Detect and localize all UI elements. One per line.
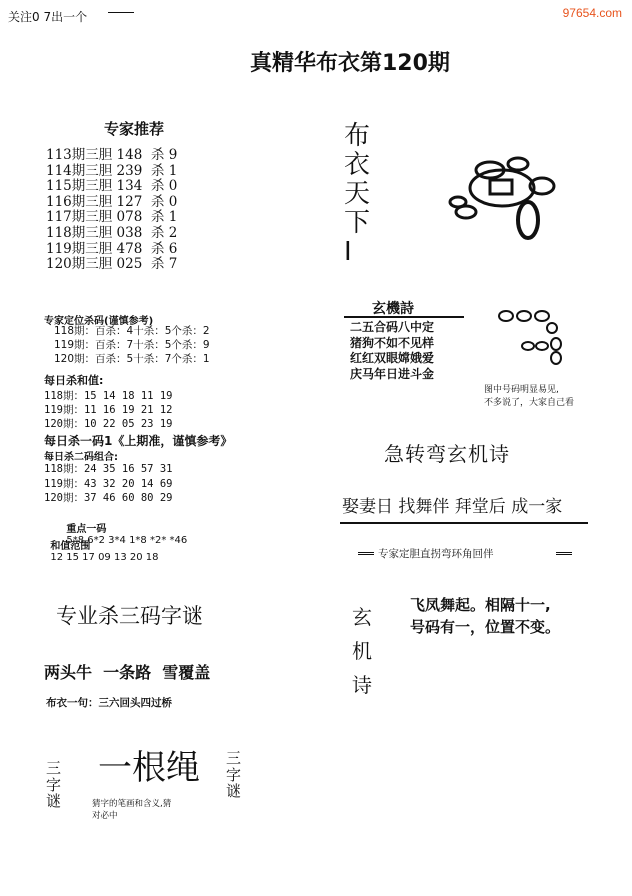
list-item: 118期：15 14 18 11 19 (44, 390, 173, 402)
daily-one-title: 每日杀一码1《上期准，谨慎参考》 (44, 434, 233, 448)
dots-drawing (494, 306, 570, 370)
side-char: 三 (226, 749, 242, 767)
poem-line: 红红双眼嫦娥爱 (350, 351, 435, 365)
daily-sum-title: 每日杀和值: (44, 374, 104, 387)
side-char: 三 (46, 759, 62, 777)
note-line: 图中号码明显易见, (484, 385, 559, 395)
list-item: 120期：百杀：5十杀：7个杀：1 (54, 353, 210, 365)
vertical-char: 布 (344, 121, 371, 151)
list-item: 119期：43 32 20 14 69 (44, 477, 173, 490)
daily-two-list (44, 462, 172, 506)
poem-rule (344, 316, 464, 318)
urgent-phrase: 娶妻日 找舞伴 拜堂后 成一家 (342, 497, 563, 517)
position-kill-list (54, 324, 210, 366)
list-item: 118期：24 35 16 57 31 (44, 463, 173, 475)
top-note: 关注0 7出一个 (8, 10, 88, 24)
side-char: 谜 (46, 792, 62, 810)
banner-left-rule (358, 552, 374, 555)
position-kill-title: 专家定位杀码(谨慎参考) (44, 316, 154, 327)
urgent-title: 急转弯玄机诗 (384, 442, 510, 466)
list-item: 115期三胆 134 杀 0 (46, 178, 178, 195)
list-item: 120期：10 22 05 23 19 (44, 418, 173, 430)
buyi-vertical (344, 122, 374, 267)
expert-banner: 专家定胆直拐弯环角回伴 (378, 548, 494, 560)
list-item: 114期三胆 239 杀 1 (46, 162, 178, 179)
vertical-char: 玄 (352, 605, 372, 629)
poem-line: 庆马年日进斗金 (350, 366, 435, 381)
top-note-underline (108, 12, 134, 13)
list-item: 118期三胆 038 杀 2 (46, 224, 178, 241)
side-char: 字 (46, 775, 62, 794)
vertical-char: 机 (352, 639, 372, 663)
xuanji-poem-note (484, 384, 574, 410)
riddle-side-right (226, 750, 242, 800)
list-item: 113期三胆 148 杀 9 (46, 147, 178, 163)
side-char: 谜 (226, 782, 242, 800)
vertical-char: I (344, 237, 352, 267)
note-line: 不多说了，大家自己看 (484, 398, 575, 408)
site-watermark: 97654.com (562, 6, 622, 20)
xuanji-poem-lines (350, 320, 434, 382)
list-item: 120期三胆 025 杀 7 (46, 256, 178, 273)
xuanji-short-lines (410, 594, 560, 638)
urgent-rule (340, 522, 588, 524)
xuanji-poem-title: 玄機詩 (372, 301, 414, 317)
vertical-char: 衣 (344, 150, 371, 180)
poem-line: 飞凤舞起。相隔十一, (410, 596, 551, 614)
poem-line: 猪狗不如不见样 (350, 335, 435, 350)
list-item: 119期三胆 478 杀 6 (46, 240, 178, 257)
expert-title: 专家推荐 (104, 120, 165, 138)
page-title: 真精华布衣第120期 (250, 51, 450, 76)
xuanji-short-vertical (352, 600, 376, 702)
list-item: 118期：百杀：4十杀：5个杀：2 (54, 325, 210, 337)
note-line: 对必中 (92, 811, 118, 821)
poem-line: 号码有一，位置不变。 (410, 618, 561, 636)
riddle-big: 一根绳 (98, 748, 200, 788)
sum-range-row (44, 526, 159, 563)
banner-right-rule (556, 552, 572, 555)
sum-range-values: 12 15 17 09 13 20 18 (50, 552, 159, 563)
focus-label: 重点一码 (66, 524, 107, 535)
list-item: 119期：11 16 19 21 12 (44, 404, 173, 416)
side-char: 字 (226, 765, 242, 784)
riddle-note (92, 798, 171, 822)
vertical-char: 下 (344, 208, 371, 238)
riddle-title: 专业杀三码字谜 (56, 604, 203, 628)
sum-range-label: 和值范围 (50, 541, 91, 552)
poem-line: 二五合码八中定 (350, 320, 435, 334)
expert-list (46, 148, 177, 273)
list-item: 116期三胆 127 杀 0 (46, 193, 178, 210)
list-item: 119期：百杀：7十杀：5个杀：9 (54, 339, 210, 351)
list-item: 120期：37 46 60 80 29 (44, 492, 173, 504)
note-line: 猜字的笔画和含义,猜 (92, 799, 172, 809)
daily-two-title: 每日杀二码组合: (44, 452, 118, 463)
riddle-side-left (46, 760, 62, 810)
riddle-line: 布衣一句：三六回头四过桥 (46, 697, 172, 709)
focus-values: 5*8 6*2 3*4 1*8 *2* *46 (66, 535, 188, 546)
buyi-drawing (440, 150, 560, 245)
vertical-char: 诗 (352, 673, 372, 697)
daily-sum-list (44, 389, 172, 431)
list-item: 117期三胆 078 杀 1 (46, 209, 178, 226)
vertical-char: 天 (344, 179, 371, 209)
riddle-clues: 两头牛 一条路 雪覆盖 (44, 663, 211, 682)
